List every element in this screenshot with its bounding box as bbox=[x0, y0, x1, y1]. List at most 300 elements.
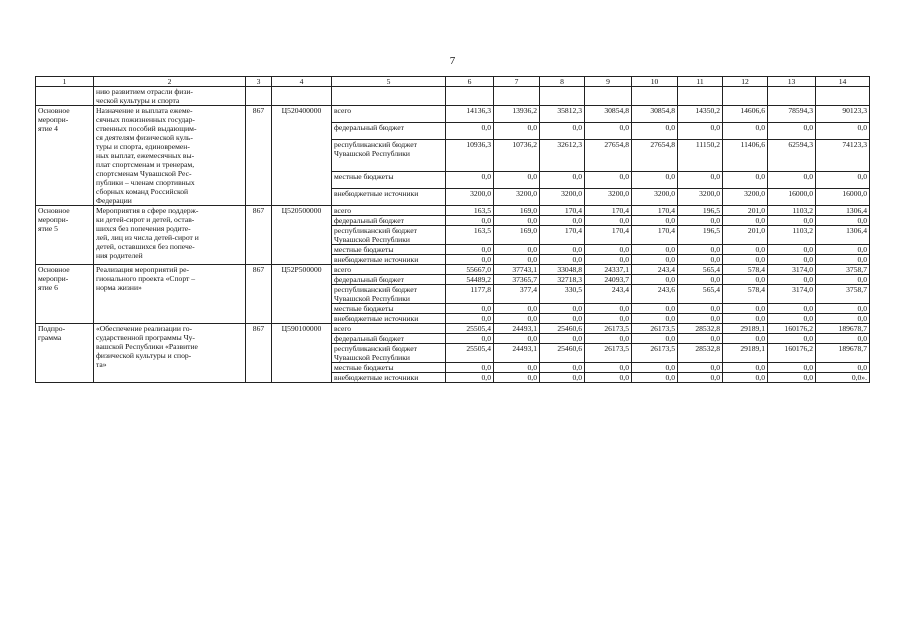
funding-source bbox=[332, 206, 446, 216]
text-line: лей, лиц из числа детей-сирот и bbox=[96, 233, 199, 242]
amount-cell: 0,0». bbox=[816, 373, 870, 383]
amount-cell: 16000,0 bbox=[816, 189, 870, 206]
amount-cell: 33048,8 bbox=[540, 265, 585, 275]
amount-cell: 25505,4 bbox=[446, 344, 494, 363]
text-line: республиканский бюджет bbox=[334, 226, 417, 235]
amount-cell: 0,0 bbox=[723, 172, 768, 189]
measure-name bbox=[36, 324, 94, 383]
amount-cell: 160176,2 bbox=[768, 344, 816, 363]
amount-cell: 0,0 bbox=[585, 172, 632, 189]
budget-class-code: Ц520500000 bbox=[272, 206, 332, 265]
amount-cell: 78594,3 bbox=[768, 106, 816, 123]
budget-class-code: Ц52Р500000 bbox=[272, 265, 332, 324]
amount-cell: 0,0 bbox=[585, 304, 632, 314]
amount-cell: 90123,3 bbox=[816, 106, 870, 123]
cell bbox=[768, 87, 816, 106]
amount-cell: 0,0 bbox=[816, 122, 870, 139]
funding-source bbox=[332, 304, 446, 314]
amount-cell: 0,0 bbox=[768, 245, 816, 255]
measure-description bbox=[94, 324, 246, 383]
amount-cell: 0,0 bbox=[540, 314, 585, 324]
text-line: внебюджетные источники bbox=[334, 373, 419, 382]
amount-cell: 0,0 bbox=[494, 245, 540, 255]
amount-cell: 32612,3 bbox=[540, 139, 585, 171]
column-header: 13 bbox=[768, 77, 816, 87]
amount-cell: 0,0 bbox=[585, 373, 632, 383]
column-header: 8 bbox=[540, 77, 585, 87]
amount-cell: 170,4 bbox=[540, 226, 585, 245]
text-line: физической культуры и спор- bbox=[96, 351, 192, 360]
column-header: 2 bbox=[94, 77, 246, 87]
amount-cell: 3200,0 bbox=[494, 189, 540, 206]
table-row bbox=[36, 106, 870, 123]
amount-cell: 196,5 bbox=[678, 206, 723, 216]
amount-cell: 170,4 bbox=[540, 206, 585, 216]
measure-description bbox=[94, 106, 246, 206]
amount-cell: 25460,6 bbox=[540, 344, 585, 363]
text-line: меропри- bbox=[38, 215, 69, 224]
text-line: грамма bbox=[38, 333, 62, 342]
amount-cell: 170,4 bbox=[632, 206, 678, 216]
amount-cell: 0,0 bbox=[768, 363, 816, 373]
text-line: федеральный бюджет bbox=[334, 122, 404, 132]
amount-cell: 0,0 bbox=[585, 363, 632, 373]
amount-cell: 0,0 bbox=[585, 314, 632, 324]
text-line: федеральный бюджет bbox=[334, 216, 404, 225]
amount-cell: 0,0 bbox=[723, 373, 768, 383]
continuation-text bbox=[94, 87, 246, 106]
amount-cell: 3200,0 bbox=[632, 189, 678, 206]
text-line: федеральный бюджет bbox=[334, 275, 404, 284]
amount-cell: 28532,8 bbox=[678, 344, 723, 363]
budget-table bbox=[35, 76, 870, 383]
text-line: норма жизни» bbox=[96, 283, 142, 292]
amount-cell: 0,0 bbox=[768, 122, 816, 139]
amount-cell: 0,0 bbox=[632, 255, 678, 265]
amount-cell: 3200,0 bbox=[540, 189, 585, 206]
amount-cell: 1103,2 bbox=[768, 206, 816, 216]
text-line: сборных команд Российской bbox=[96, 187, 189, 196]
amount-cell: 196,5 bbox=[678, 226, 723, 245]
amount-cell: 565,4 bbox=[678, 265, 723, 275]
text-line: детей, оставшихся без попече- bbox=[96, 242, 195, 251]
amount-cell: 0,0 bbox=[678, 216, 723, 226]
amount-cell: 27654,8 bbox=[632, 139, 678, 171]
amount-cell: 24093,7 bbox=[585, 275, 632, 285]
measure-name bbox=[36, 206, 94, 265]
amount-cell: 0,0 bbox=[816, 245, 870, 255]
text-line: ятие 5 bbox=[38, 224, 58, 233]
text-line: Основное bbox=[38, 106, 70, 115]
amount-cell: 16000,0 bbox=[768, 189, 816, 206]
amount-cell: 54489,2 bbox=[446, 275, 494, 285]
cell bbox=[723, 87, 768, 106]
text-line: всего bbox=[334, 324, 352, 333]
amount-cell: 0,0 bbox=[540, 245, 585, 255]
text-line: ся деятелям физической куль- bbox=[96, 133, 193, 142]
amount-cell: 14136,3 bbox=[446, 106, 494, 123]
amount-cell: 0,0 bbox=[723, 122, 768, 139]
text-line: Основное bbox=[38, 206, 70, 215]
funding-source bbox=[332, 189, 446, 206]
text-line: спортсменам Чувашской Рес- bbox=[96, 169, 192, 178]
continuation-row bbox=[36, 87, 870, 106]
amount-cell: 55667,0 bbox=[446, 265, 494, 275]
cell bbox=[272, 87, 332, 106]
amount-cell: 377,4 bbox=[494, 285, 540, 304]
amount-cell: 0,0 bbox=[446, 304, 494, 314]
funding-source bbox=[332, 344, 446, 363]
funding-source bbox=[332, 255, 446, 265]
amount-cell: 243,4 bbox=[632, 265, 678, 275]
amount-cell: 0,0 bbox=[632, 275, 678, 285]
measure-description bbox=[94, 265, 246, 324]
amount-cell: 37743,1 bbox=[494, 265, 540, 275]
amount-cell: 0,0 bbox=[446, 314, 494, 324]
amount-cell: 163,5 bbox=[446, 226, 494, 245]
amount-cell: 0,0 bbox=[494, 304, 540, 314]
text-line: туры и спорта, единовремен- bbox=[96, 142, 190, 151]
amount-cell: 30854,8 bbox=[585, 106, 632, 123]
amount-cell: 0,0 bbox=[816, 304, 870, 314]
amount-cell: 0,0 bbox=[540, 304, 585, 314]
page-number: 7 bbox=[449, 55, 456, 67]
amount-cell: 26173,5 bbox=[585, 344, 632, 363]
amount-cell: 0,0 bbox=[723, 334, 768, 344]
amount-cell: 0,0 bbox=[678, 255, 723, 265]
cell bbox=[540, 87, 585, 106]
amount-cell: 3758,7 bbox=[816, 285, 870, 304]
amount-cell: 0,0 bbox=[632, 122, 678, 139]
column-header: 4 bbox=[272, 77, 332, 87]
amount-cell: 0,0 bbox=[816, 363, 870, 373]
amount-cell: 0,0 bbox=[632, 172, 678, 189]
amount-cell: 24493,1 bbox=[494, 344, 540, 363]
amount-cell: 0,0 bbox=[540, 255, 585, 265]
amount-cell: 62594,3 bbox=[768, 139, 816, 171]
amount-cell: 0,0 bbox=[494, 216, 540, 226]
amount-cell: 0,0 bbox=[446, 373, 494, 383]
admin-code: 867 bbox=[246, 206, 272, 265]
cell bbox=[246, 87, 272, 106]
measure-name bbox=[36, 106, 94, 206]
text-line: Назначение и выплата ежеме- bbox=[96, 106, 193, 115]
amount-cell: 0,0 bbox=[585, 122, 632, 139]
amount-cell: 1306,4 bbox=[816, 226, 870, 245]
amount-cell: 578,4 bbox=[723, 285, 768, 304]
amount-cell: 0,0 bbox=[540, 363, 585, 373]
text-line: внебюджетные источники bbox=[334, 189, 419, 199]
admin-code: 867 bbox=[246, 106, 272, 206]
cell bbox=[446, 87, 494, 106]
amount-cell: 170,4 bbox=[632, 226, 678, 245]
funding-source bbox=[332, 122, 446, 139]
cell bbox=[632, 87, 678, 106]
cell bbox=[494, 87, 540, 106]
funding-source bbox=[332, 226, 446, 245]
amount-cell: 0,0 bbox=[632, 373, 678, 383]
text-line: Мероприятия в сфере поддерж- bbox=[96, 206, 199, 215]
amount-cell: 565,4 bbox=[678, 285, 723, 304]
amount-cell: 0,0 bbox=[768, 216, 816, 226]
amount-cell: 0,0 bbox=[494, 363, 540, 373]
funding-source bbox=[332, 106, 446, 123]
column-header: 14 bbox=[816, 77, 870, 87]
text-line: Чувашской Республики bbox=[334, 294, 410, 303]
amount-cell: 25460,6 bbox=[540, 324, 585, 334]
text-line: местные бюджеты bbox=[334, 304, 394, 313]
text-line: публики – членам спортивных bbox=[96, 178, 195, 187]
table-row bbox=[36, 206, 870, 216]
amount-cell: 74123,3 bbox=[816, 139, 870, 171]
table-body bbox=[36, 87, 870, 383]
amount-cell: 0,0 bbox=[494, 255, 540, 265]
budget-class-code: Ц590100000 bbox=[272, 324, 332, 383]
amount-cell: 0,0 bbox=[632, 363, 678, 373]
admin-code: 867 bbox=[246, 324, 272, 383]
text-line: внебюджетные источники bbox=[334, 255, 419, 264]
amount-cell: 10736,2 bbox=[494, 139, 540, 171]
text-line: местные бюджеты bbox=[334, 363, 394, 372]
amount-cell: 0,0 bbox=[540, 122, 585, 139]
amount-cell: 0,0 bbox=[494, 172, 540, 189]
text-line: ческой культуры и спорта bbox=[96, 96, 180, 105]
text-line: ных выплат, ежемесячных вы- bbox=[96, 151, 195, 160]
amount-cell: 3174,0 bbox=[768, 285, 816, 304]
amount-cell: 0,0 bbox=[585, 334, 632, 344]
amount-cell: 0,0 bbox=[632, 314, 678, 324]
amount-cell: 0,0 bbox=[678, 373, 723, 383]
funding-source bbox=[332, 275, 446, 285]
amount-cell: 0,0 bbox=[723, 304, 768, 314]
text-line: федеральный бюджет bbox=[334, 334, 404, 343]
cell bbox=[816, 87, 870, 106]
amount-cell: 0,0 bbox=[768, 314, 816, 324]
amount-cell: 0,0 bbox=[632, 334, 678, 344]
amount-cell: 0,0 bbox=[446, 363, 494, 373]
amount-cell: 578,4 bbox=[723, 265, 768, 275]
amount-cell: 14606,6 bbox=[723, 106, 768, 123]
amount-cell: 3200,0 bbox=[723, 189, 768, 206]
amount-cell: 0,0 bbox=[494, 334, 540, 344]
amount-cell: 0,0 bbox=[540, 216, 585, 226]
column-header: 10 bbox=[632, 77, 678, 87]
text-line: сячных пожизненных государ- bbox=[96, 115, 195, 124]
cell bbox=[332, 87, 446, 106]
text-line: ятие 6 bbox=[38, 283, 58, 292]
amount-cell: 0,0 bbox=[446, 122, 494, 139]
text-line: всего bbox=[334, 206, 352, 215]
text-line: ственных пособий выдающим- bbox=[96, 124, 197, 133]
column-header: 1 bbox=[36, 77, 94, 87]
text-line: местные бюджеты bbox=[334, 245, 394, 254]
text-line: Чувашской Республики bbox=[334, 353, 410, 362]
amount-cell: 0,0 bbox=[816, 172, 870, 189]
text-line: Чувашской Республики bbox=[334, 148, 410, 158]
table-row bbox=[36, 324, 870, 334]
text-line: республиканский бюджет bbox=[334, 344, 417, 353]
column-header: 7 bbox=[494, 77, 540, 87]
amount-cell: 0,0 bbox=[678, 334, 723, 344]
amount-cell: 0,0 bbox=[678, 304, 723, 314]
amount-cell: 29189,1 bbox=[723, 324, 768, 334]
amount-cell: 32718,3 bbox=[540, 275, 585, 285]
amount-cell: 0,0 bbox=[446, 334, 494, 344]
amount-cell: 26173,5 bbox=[632, 324, 678, 334]
amount-cell: 169,0 bbox=[494, 206, 540, 216]
amount-cell: 3200,0 bbox=[678, 189, 723, 206]
funding-source bbox=[332, 265, 446, 275]
funding-source bbox=[332, 245, 446, 255]
amount-cell: 0,0 bbox=[632, 216, 678, 226]
text-line: ятие 4 bbox=[38, 124, 58, 133]
amount-cell: 1306,4 bbox=[816, 206, 870, 216]
amount-cell: 0,0 bbox=[540, 373, 585, 383]
amount-cell: 13936,2 bbox=[494, 106, 540, 123]
amount-cell: 0,0 bbox=[816, 216, 870, 226]
funding-source bbox=[332, 139, 446, 171]
funding-source bbox=[332, 373, 446, 383]
funding-source bbox=[332, 172, 446, 189]
text-line: ки детей-сирот и детей, остав- bbox=[96, 215, 195, 224]
amount-cell: 0,0 bbox=[585, 245, 632, 255]
amount-cell: 26173,5 bbox=[632, 344, 678, 363]
amount-cell: 0,0 bbox=[446, 245, 494, 255]
amount-cell: 1177,8 bbox=[446, 285, 494, 304]
amount-cell: 0,0 bbox=[678, 245, 723, 255]
amount-cell: 30854,8 bbox=[632, 106, 678, 123]
amount-cell: 11406,6 bbox=[723, 139, 768, 171]
amount-cell: 163,5 bbox=[446, 206, 494, 216]
text-line: плат спортсменам и тренерам, bbox=[96, 160, 195, 169]
amount-cell: 0,0 bbox=[816, 314, 870, 324]
amount-cell: 243,4 bbox=[585, 285, 632, 304]
amount-cell: 201,0 bbox=[723, 206, 768, 216]
column-header: 5 bbox=[332, 77, 446, 87]
text-line: всего bbox=[334, 265, 352, 274]
amount-cell: 0,0 bbox=[678, 314, 723, 324]
amount-cell: 0,0 bbox=[723, 275, 768, 285]
column-header: 6 bbox=[446, 77, 494, 87]
amount-cell: 0,0 bbox=[678, 363, 723, 373]
funding-source bbox=[332, 324, 446, 334]
amount-cell: 0,0 bbox=[816, 255, 870, 265]
funding-source bbox=[332, 334, 446, 344]
amount-cell: 0,0 bbox=[723, 363, 768, 373]
column-header: 12 bbox=[723, 77, 768, 87]
amount-cell: 26173,5 bbox=[585, 324, 632, 334]
text-line: Реализация мероприятий ре- bbox=[96, 265, 189, 274]
cell bbox=[585, 87, 632, 106]
amount-cell: 0,0 bbox=[816, 275, 870, 285]
amount-cell: 0,0 bbox=[494, 314, 540, 324]
amount-cell: 201,0 bbox=[723, 226, 768, 245]
amount-cell: 0,0 bbox=[446, 172, 494, 189]
amount-cell: 189678,7 bbox=[816, 324, 870, 334]
text-line: меропри- bbox=[38, 115, 69, 124]
amount-cell: 189678,7 bbox=[816, 344, 870, 363]
text-line: «Обеспечение реализации го- bbox=[96, 324, 193, 333]
amount-cell: 169,0 bbox=[494, 226, 540, 245]
text-line: внебюджетные источники bbox=[334, 314, 419, 323]
amount-cell: 3174,0 bbox=[768, 265, 816, 275]
amount-cell: 0,0 bbox=[540, 172, 585, 189]
amount-cell: 0,0 bbox=[723, 314, 768, 324]
amount-cell: 0,0 bbox=[632, 304, 678, 314]
amount-cell: 35812,3 bbox=[540, 106, 585, 123]
amount-cell: 170,4 bbox=[585, 226, 632, 245]
amount-cell: 0,0 bbox=[540, 334, 585, 344]
amount-cell: 0,0 bbox=[768, 304, 816, 314]
text-line: нию развитием отрасли физи- bbox=[96, 87, 193, 96]
column-number-row bbox=[36, 77, 870, 87]
amount-cell: 0,0 bbox=[768, 334, 816, 344]
measure-name bbox=[36, 265, 94, 324]
admin-code: 867 bbox=[246, 265, 272, 324]
amount-cell: 27654,8 bbox=[585, 139, 632, 171]
amount-cell: 11150,2 bbox=[678, 139, 723, 171]
amount-cell: 25505,4 bbox=[446, 324, 494, 334]
text-line: гионального проекта «Спорт – bbox=[96, 274, 196, 283]
amount-cell: 24493,1 bbox=[494, 324, 540, 334]
text-line: шихся без попечения родите- bbox=[96, 224, 191, 233]
amount-cell: 0,0 bbox=[816, 334, 870, 344]
column-header: 11 bbox=[678, 77, 723, 87]
amount-cell: 28532,8 bbox=[678, 324, 723, 334]
amount-cell: 0,0 bbox=[494, 373, 540, 383]
funding-source bbox=[332, 285, 446, 304]
amount-cell: 37365,7 bbox=[494, 275, 540, 285]
funding-source bbox=[332, 216, 446, 226]
text-line: республиканский бюджет bbox=[334, 285, 417, 294]
cell bbox=[36, 87, 94, 106]
amount-cell: 0,0 bbox=[768, 172, 816, 189]
text-line: Чувашской Республики bbox=[334, 235, 410, 244]
amount-cell: 0,0 bbox=[723, 216, 768, 226]
column-header: 9 bbox=[585, 77, 632, 87]
amount-cell: 3758,7 bbox=[816, 265, 870, 275]
text-line: вашской Республики «Развитие bbox=[96, 342, 198, 351]
funding-source bbox=[332, 363, 446, 373]
measure-description bbox=[94, 206, 246, 265]
column-header: 3 bbox=[246, 77, 272, 87]
text-line: Основное bbox=[38, 265, 70, 274]
cell bbox=[678, 87, 723, 106]
text-line: всего bbox=[334, 106, 352, 115]
amount-cell: 29189,1 bbox=[723, 344, 768, 363]
amount-cell: 160176,2 bbox=[768, 324, 816, 334]
table-row bbox=[36, 265, 870, 275]
amount-cell: 0,0 bbox=[446, 216, 494, 226]
amount-cell: 0,0 bbox=[723, 245, 768, 255]
text-line: местные бюджеты bbox=[334, 172, 394, 182]
amount-cell: 0,0 bbox=[446, 255, 494, 265]
text-line: Федерации bbox=[96, 196, 132, 205]
amount-cell: 0,0 bbox=[678, 275, 723, 285]
amount-cell: 0,0 bbox=[632, 245, 678, 255]
text-line: Подпро- bbox=[38, 324, 66, 333]
amount-cell: 10936,3 bbox=[446, 139, 494, 171]
amount-cell: 0,0 bbox=[768, 275, 816, 285]
amount-cell: 0,0 bbox=[585, 216, 632, 226]
amount-cell: 14350,2 bbox=[678, 106, 723, 123]
text-line: ния родителей bbox=[96, 251, 143, 260]
amount-cell: 170,4 bbox=[585, 206, 632, 216]
amount-cell: 0,0 bbox=[768, 373, 816, 383]
text-line: сударственной программы Чу- bbox=[96, 333, 195, 342]
budget-class-code: Ц520400000 bbox=[272, 106, 332, 206]
amount-cell: 0,0 bbox=[678, 172, 723, 189]
